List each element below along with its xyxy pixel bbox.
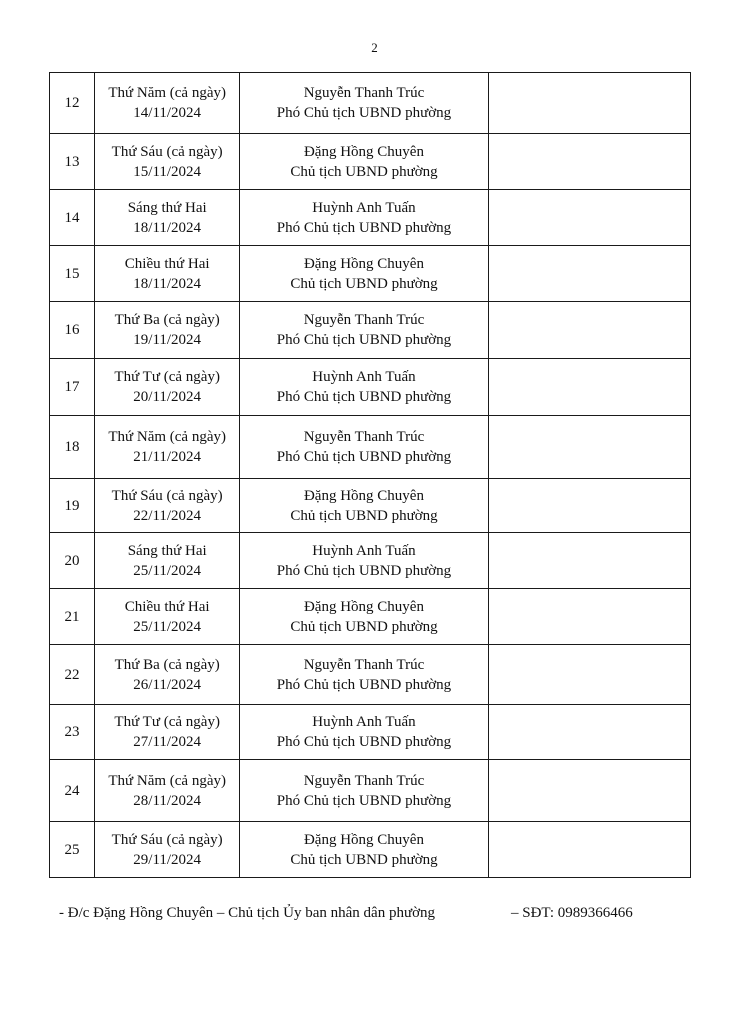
- person-position: Chủ tịch UBND phường: [290, 275, 438, 292]
- row-number: 19: [50, 479, 95, 533]
- time-cell: [95, 73, 240, 134]
- person-name: Nguyễn Thanh Trúc: [303, 656, 425, 673]
- schedule-body: [50, 73, 691, 878]
- day-label: Thứ Năm (cả ngày): [108, 85, 226, 101]
- person-name: Đặng Hồng Chuyên: [303, 255, 424, 272]
- note-cell: [488, 359, 690, 416]
- time-cell: [95, 645, 240, 705]
- date-label: 21/11/2024: [133, 449, 202, 465]
- time-cell: [95, 416, 240, 479]
- time-cell: [95, 302, 240, 359]
- person-name: Đặng Hồng Chuyên: [303, 831, 424, 848]
- date-label: 18/11/2024: [133, 275, 202, 292]
- person-position: Phó Chủ tịch UBND phường: [276, 734, 452, 750]
- note-cell: [488, 479, 690, 533]
- table-row: [50, 302, 691, 359]
- row-number: 23: [50, 705, 95, 760]
- row-number: 25: [50, 822, 95, 878]
- person-cell: [240, 589, 488, 645]
- table-row: [50, 479, 691, 533]
- day-label: Sáng thứ Hai: [127, 542, 207, 559]
- note-cell: [488, 589, 690, 645]
- time-cell: [95, 760, 240, 822]
- person-name: Huỳnh Anh Tuấn: [312, 369, 416, 385]
- note-cell: [488, 302, 690, 359]
- person-cell: [240, 705, 488, 760]
- table-row: [50, 705, 691, 760]
- person-name: Nguyễn Thanh Trúc: [303, 312, 425, 328]
- table-row: [50, 822, 691, 878]
- date-label: 25/11/2024: [133, 562, 202, 579]
- person-name: Huỳnh Anh Tuấn: [312, 714, 416, 730]
- day-label: Thứ Sáu (cả ngày): [111, 143, 223, 160]
- person-position: Phó Chủ tịch UBND phường: [276, 676, 452, 693]
- row-number: 15: [50, 246, 95, 302]
- day-label: Thứ Ba (cả ngày): [114, 312, 220, 328]
- table-row: [50, 359, 691, 416]
- table-row: [50, 760, 691, 822]
- time-cell: [95, 190, 240, 246]
- day-label: Thứ Năm (cả ngày): [108, 772, 226, 789]
- person-position: Chủ tịch UBND phường: [290, 851, 438, 868]
- row-number: 20: [50, 533, 95, 589]
- table-row: [50, 589, 691, 645]
- row-number: 24: [50, 760, 95, 822]
- row-number: 18: [50, 416, 95, 479]
- day-label: Chiều thứ Hai: [124, 255, 210, 272]
- date-label: 15/11/2024: [133, 163, 202, 180]
- row-number: 14: [50, 190, 95, 246]
- day-label: Thứ Sáu (cả ngày): [111, 831, 223, 848]
- note-cell: [488, 760, 690, 822]
- table-row: [50, 416, 691, 479]
- time-cell: [95, 134, 240, 190]
- time-cell: [95, 822, 240, 878]
- note-cell: [488, 533, 690, 589]
- person-cell: [240, 246, 488, 302]
- row-number: 16: [50, 302, 95, 359]
- date-label: 29/11/2024: [133, 851, 202, 868]
- person-position: Chủ tịch UBND phường: [290, 618, 438, 635]
- person-position: Phó Chủ tịch UBND phường: [276, 332, 452, 348]
- person-position: Phó Chủ tịch UBND phường: [276, 105, 452, 121]
- person-cell: [240, 533, 488, 589]
- person-cell: [240, 190, 488, 246]
- date-label: 22/11/2024: [133, 507, 202, 524]
- person-cell: [240, 134, 488, 190]
- table-row: [50, 73, 691, 134]
- person-cell: [240, 479, 488, 533]
- date-label: 28/11/2024: [133, 792, 202, 809]
- date-label: 26/11/2024: [133, 676, 202, 693]
- time-cell: [95, 589, 240, 645]
- person-position: Phó Chủ tịch UBND phường: [276, 562, 452, 579]
- time-cell: [95, 479, 240, 533]
- person-name: Nguyễn Thanh Trúc: [303, 85, 425, 101]
- schedule-table: [49, 72, 691, 878]
- contact-note: - Đ/c Đặng Hồng Chuyên – Chủ tịch Ủy ban nhân dân phường: [59, 905, 436, 921]
- person-name: Huỳnh Anh Tuấn: [312, 542, 416, 559]
- time-cell: [95, 533, 240, 589]
- person-cell: [240, 73, 488, 134]
- day-label: Thứ Sáu (cả ngày): [111, 487, 223, 504]
- note-cell: [488, 190, 690, 246]
- time-cell: [95, 246, 240, 302]
- row-number: 21: [50, 589, 95, 645]
- person-name: Nguyễn Thanh Trúc: [303, 429, 425, 445]
- person-cell: [240, 416, 488, 479]
- contact-phone: – SĐT: 0989366466: [511, 905, 633, 921]
- person-position: Phó Chủ tịch UBND phường: [276, 219, 452, 236]
- person-position: Phó Chủ tịch UBND phường: [276, 389, 452, 405]
- row-number: 12: [50, 73, 95, 134]
- person-cell: [240, 760, 488, 822]
- person-cell: [240, 359, 488, 416]
- date-label: 25/11/2024: [133, 618, 202, 635]
- note-cell: [488, 645, 690, 705]
- date-label: 18/11/2024: [133, 219, 202, 236]
- day-label: Thứ Tư (cả ngày): [114, 369, 220, 385]
- note-cell: [488, 134, 690, 190]
- person-name: Đặng Hồng Chuyên: [303, 598, 424, 615]
- table-row: [50, 134, 691, 190]
- day-label: Chiều thứ Hai: [124, 598, 210, 615]
- note-cell: [488, 822, 690, 878]
- note-cell: [488, 246, 690, 302]
- time-cell: [95, 705, 240, 760]
- date-label: 20/11/2024: [133, 389, 202, 405]
- note-cell: [488, 73, 690, 134]
- row-number: 13: [50, 134, 95, 190]
- day-label: Thứ Tư (cả ngày): [114, 714, 220, 730]
- table-row: [50, 190, 691, 246]
- person-cell: [240, 645, 488, 705]
- row-number: 22: [50, 645, 95, 705]
- person-cell: [240, 822, 488, 878]
- person-position: Chủ tịch UBND phường: [290, 507, 438, 524]
- time-cell: [95, 359, 240, 416]
- person-name: Đặng Hồng Chuyên: [303, 487, 424, 504]
- date-label: 27/11/2024: [133, 734, 202, 750]
- day-label: Sáng thứ Hai: [127, 199, 207, 216]
- person-name: Huỳnh Anh Tuấn: [312, 199, 416, 216]
- person-position: Chủ tịch UBND phường: [290, 163, 438, 180]
- note-cell: [488, 705, 690, 760]
- person-cell: [240, 302, 488, 359]
- day-label: Thứ Năm (cả ngày): [108, 429, 226, 445]
- table-row: [50, 645, 691, 705]
- person-position: Phó Chủ tịch UBND phường: [276, 449, 452, 465]
- date-label: 14/11/2024: [133, 105, 202, 121]
- table-row: [50, 246, 691, 302]
- person-name: Nguyễn Thanh Trúc: [303, 772, 425, 789]
- date-label: 19/11/2024: [133, 332, 202, 348]
- page-number: 2: [371, 40, 378, 55]
- person-position: Phó Chủ tịch UBND phường: [276, 792, 452, 809]
- day-label: Thứ Ba (cả ngày): [114, 656, 220, 673]
- row-number: 17: [50, 359, 95, 416]
- person-name: Đặng Hồng Chuyên: [303, 143, 424, 160]
- note-cell: [488, 416, 690, 479]
- table-row: [50, 533, 691, 589]
